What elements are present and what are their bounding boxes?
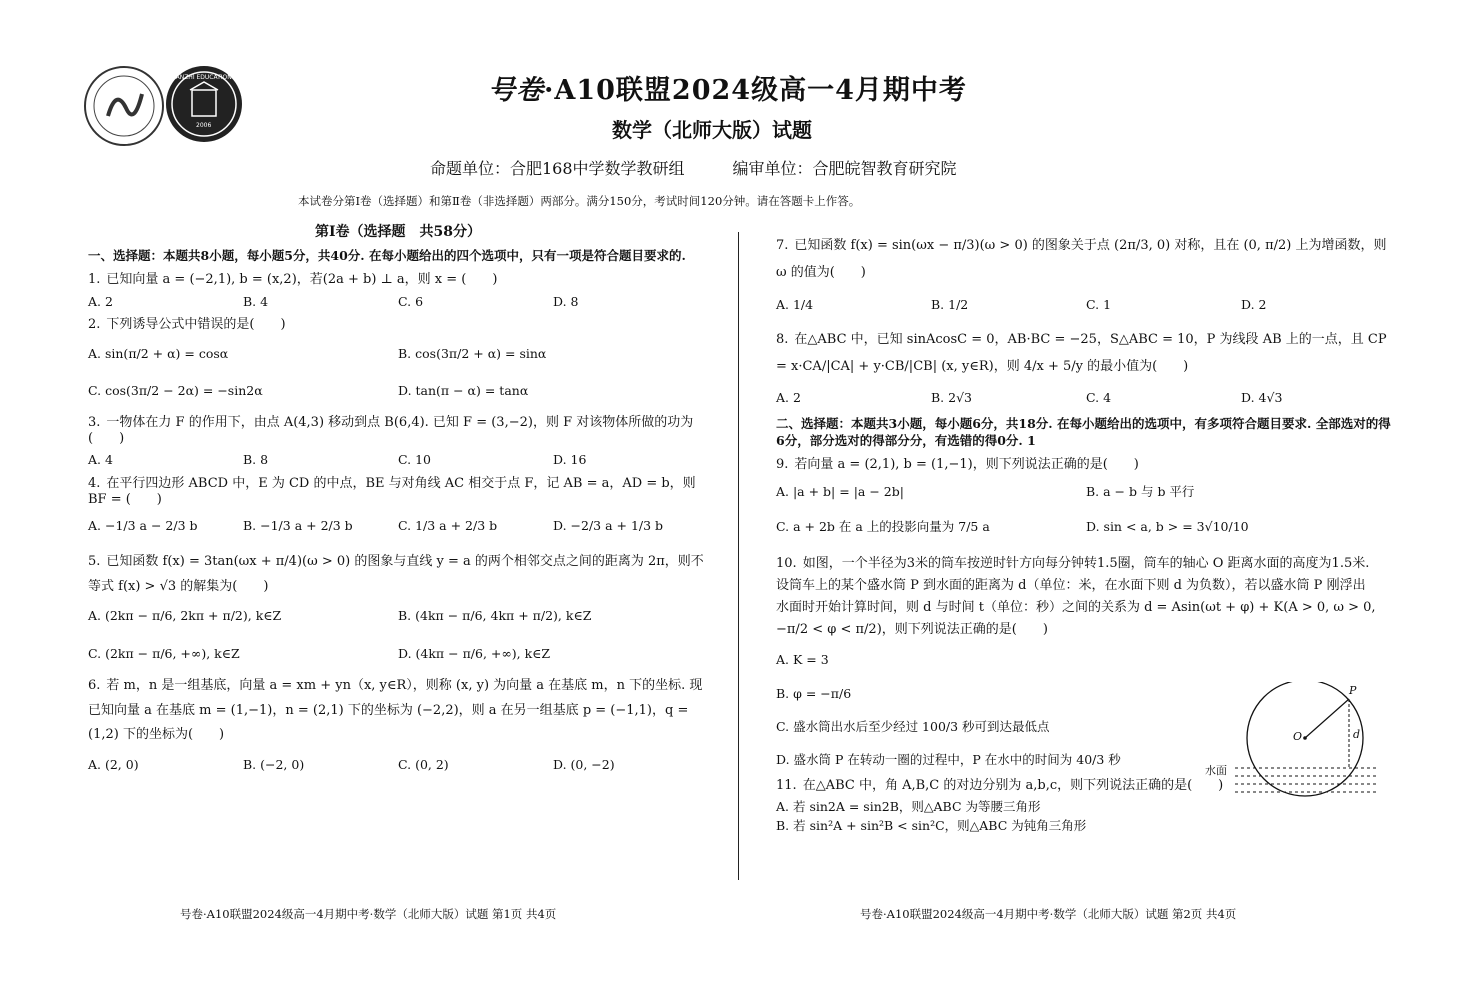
q10-option-a[interactable]: A. K = 3 [776,652,829,668]
q5-options-ab [88,604,708,628]
q2-option-c[interactable]: C. cos(3π/2 − 2α) = −sin2α [88,383,263,399]
footer-left: 号卷·A10联盟2024级高一4月期中考·数学（北师大版）试题 第1页 共4页 [180,907,557,921]
exam-note: 本试卷分第Ⅰ卷（选择题）和第Ⅱ卷（非选择题）两部分。满分150分，考试时间120分钟。请在答题卡上作答。 [298,194,861,208]
wanzhi-logo [166,66,242,142]
exam-subtitle: 数学（北师大版）试题 [612,118,812,142]
school-emblem-icon [86,68,162,144]
q2-option-b[interactable]: B. cos(3π/2 + α) = sinα [398,345,547,361]
q7-option-a[interactable]: A. 1/4 [776,296,814,312]
q4-options [88,518,708,534]
q4-option-a[interactable]: A. −1/3 a − 2/3 b [88,518,198,534]
q6-option-c[interactable]: C. (0, 2) [398,756,449,772]
q8-text: 在△ABC 中，已知 sinAcosC = 0，AB·BC = −25，S△ABC = 10，P 为线段 AB 上的一点，且 CP = x·CA/|CA| + y·CB/|CB| (x, y∈R)，则 4/x + 5/y 的最小值为( ) [776,331,1387,375]
q9-option-c[interactable]: C. a + 2b 在 a 上的投影向量为 7/5 a [776,519,990,535]
water-wheel-figure [1205,682,1385,802]
exam-units [430,156,1005,179]
q6-option-a[interactable]: A. (2, 0) [88,756,139,772]
q3-option-b[interactable]: B. 8 [243,452,269,468]
left-column [88,222,708,777]
q8-number: 8. [776,331,789,347]
q3-option-a[interactable]: A. 4 [88,452,113,468]
q10-text: 如图，一个半径为3米的筒车按逆时针方向每分钟转1.5圈，筒车的轴心 O 距离水面的高度为1.5米. 设筒车上的某个盛水筒 P 到水面的距离为 d（单位：米，在水面下则 d 为负数），若以盛水筒 P 刚浮出水面时开始计算时间，则 d 与时间 t（单位：秒）之间的关系为 d = Asin(ωt + φ) + K(A > 0, ω > 0, −π/2 < φ < π/2)，则下列说法正确的是( ) [776,555,1376,638]
q7-text: 已知函数 f(x) = sin(ωx − π/3)(ω > 0) 的图象关于点 (2π/3, 0) 对称，且在 (0, π/2) 上为增函数，则 ω 的值为( ) [776,238,1387,281]
question-1 [88,272,708,309]
q1-text: 已知向量 a = (−2,1), b = (x,2)，若(2a + b) ⊥ a，则 x = ( ) [106,272,498,288]
question-9 [776,457,1396,535]
q5-text: 已知函数 f(x) = 3tan(ωx + π/4)(ω > 0) 的图象与直线 y = a 的两个相邻交点之间的距离为 2π，则不等式 f(x) > √3 的解集为( ) [88,554,704,594]
q6-option-d[interactable]: D. (0, −2) [553,756,615,772]
q6-option-b[interactable]: B. (−2, 0) [243,756,305,772]
q2-options-ab [88,346,708,362]
title-brand: 号卷 [488,75,544,106]
q10-number: 10. [776,555,797,571]
q11-option-a[interactable]: A. 若 sin2A = sin2B，则△ABC 为等腰三角形 [776,798,1041,814]
q9-option-d[interactable]: D. sin < a, b > = 3√10/10 [1086,519,1249,535]
fig-label-o: O [1293,730,1303,743]
author-unit: 命题单位：合肥168中学数学教研组 [430,159,685,178]
question-7 [776,232,1396,318]
q3-text: 一物体在力 F 的作用下，由点 A(4,3) 移动到点 B(6,4). 已知 F = (3,−2)，则 F 对该物体所做的功为( ) [88,414,694,446]
section-two-heading: 二、选择题：本题共3小题，每小题6分，共18分. 在每小题给出的选项中，有多项符合题目要求. 全部选对的得6分，部分选对的得部分分，有选错的得0分. 1 [776,415,1391,448]
q9-number: 9. [776,457,789,473]
q1-option-c[interactable]: C. 6 [398,293,424,309]
question-4 [88,476,708,534]
question-8 [776,326,1396,412]
q5-option-d[interactable]: D. (4kπ − π/6, +∞), k∈Z [398,646,551,662]
q2-option-d[interactable]: D. tan(π − α) = tanα [398,383,529,399]
q7-number: 7. [776,238,789,253]
q9-text: 若向量 a = (2,1), b = (1,−1)，则下列说法正确的是( ) [794,457,1139,473]
q7-option-c[interactable]: C. 1 [1086,296,1112,312]
school-logo [84,66,164,146]
q6-text: 若 m，n 是一组基底，向量 a = xm + yn（x, y∈R），则称 (x, y) 为向量 a 在基底 m，n 下的坐标. 现已知向量 a 在基底 m = (1,−1)，n = (2,1) 下的坐标为 (−2,2)，则 a 在另一组基底 p = (−1,1)，q = (1,2) 下的坐标为( ) [88,677,703,743]
q6-options [88,753,708,777]
q7-option-d[interactable]: D. 2 [1241,296,1267,312]
q2-number: 2. [88,317,101,333]
q4-option-b[interactable]: B. −1/3 a + 2/3 b [243,518,353,534]
q11-option-b[interactable]: B. 若 sin²A + sin²B < sin²C，则△ABC 为钝角三角形 [776,818,1087,834]
q9-options-cd [776,519,1396,535]
q9-option-a[interactable]: A. |a + b| = |a − 2b| [776,483,904,499]
q7-option-b[interactable]: B. 1/2 [931,296,969,312]
q2-text: 下列诱导公式中错误的是( ) [106,317,286,333]
q10-option-d[interactable]: D. 盛水筒 P 在转动一圈的过程中，P 在水中的时间为 40/3 秒 [776,752,1121,768]
q1-option-a[interactable]: A. 2 [88,293,113,309]
q10-option-b[interactable]: B. φ = −π/6 [776,685,852,701]
q8-option-a[interactable]: A. 2 [776,390,801,406]
q5-option-c[interactable]: C. (2kπ − π/6, +∞), k∈Z [88,646,240,662]
q9-option-b[interactable]: B. a − b 与 b 平行 [1086,483,1195,499]
title-main: ·A10联盟2024级高一4月期中考 [544,75,967,106]
wanzhi-logo-text: WANZHI EDUCATION [170,74,232,81]
q4-number: 4. [88,475,101,491]
section-one-heading: 一、选择题：本题共8小题，每小题5分，共40分. 在每小题给出的四个选项中，只有一项是符合题目要求的. [88,247,686,263]
fig-label-water: 水面 [1205,764,1227,777]
q1-number: 1. [88,272,101,288]
q3-number: 3. [88,414,101,430]
exam-title [488,68,967,107]
q5-option-b[interactable]: B. (4kπ − π/6, 4kπ + π/2), k∈Z [398,608,592,624]
q5-option-a[interactable]: A. (2kπ − π/6, 2kπ + π/2), k∈Z [88,608,282,624]
q8-option-c[interactable]: C. 4 [1086,390,1112,406]
q2-options-cd [88,383,708,399]
q5-number: 5. [88,554,101,569]
q8-options [776,385,1396,411]
footer-right: 号卷·A10联盟2024级高一4月期中考·数学（北师大版）试题 第2页 共4页 [860,907,1237,921]
q8-option-d[interactable]: D. 4√3 [1241,390,1283,406]
question-2 [88,317,708,399]
q11-text: 在△ABC 中，角 A,B,C 的对边分别为 a,b,c，则下列说法正确的是( ) [802,778,1224,794]
q6-number: 6. [88,677,101,693]
q9-options-ab [776,484,1396,500]
q1-option-d[interactable]: D. 8 [553,293,579,309]
question-6 [88,674,708,777]
q8-option-b[interactable]: B. 2√3 [931,390,973,406]
q1-option-b[interactable]: B. 4 [243,293,269,309]
q5-options-cd [88,642,708,666]
q3-option-d[interactable]: D. 16 [553,452,587,468]
q3-options [88,452,708,468]
q1-options [88,294,708,310]
wanzhi-logo-year: 2006 [196,122,212,129]
column-divider [738,232,739,880]
q7-options [776,292,1396,318]
fig-label-d: d [1353,728,1361,741]
q10-option-c[interactable]: C. 盛水筒出水后至少经过 100/3 秒可到达最低点 [776,718,1050,734]
q3-option-c[interactable]: C. 10 [398,452,431,468]
q11-number: 11. [776,778,797,794]
part-title: 第Ⅰ卷（选择题 共58分） [314,224,482,240]
q2-option-a[interactable]: A. sin(π/2 + α) = cosα [88,345,229,361]
editor-unit: 编审单位：合肥皖智教育研究院 [732,159,957,178]
question-3 [88,415,708,468]
q4-text: 在平行四边形 ABCD 中，E 为 CD 的中点，BE 与对角线 AC 相交于点 F，记 AB = a，AD = b，则 BF = ( ) [88,475,696,508]
q4-option-c[interactable]: C. 1/3 a + 2/3 b [398,518,498,534]
q4-option-d[interactable]: D. −2/3 a + 1/3 b [553,518,664,534]
fig-label-p: P [1349,684,1357,697]
question-5 [88,550,708,666]
